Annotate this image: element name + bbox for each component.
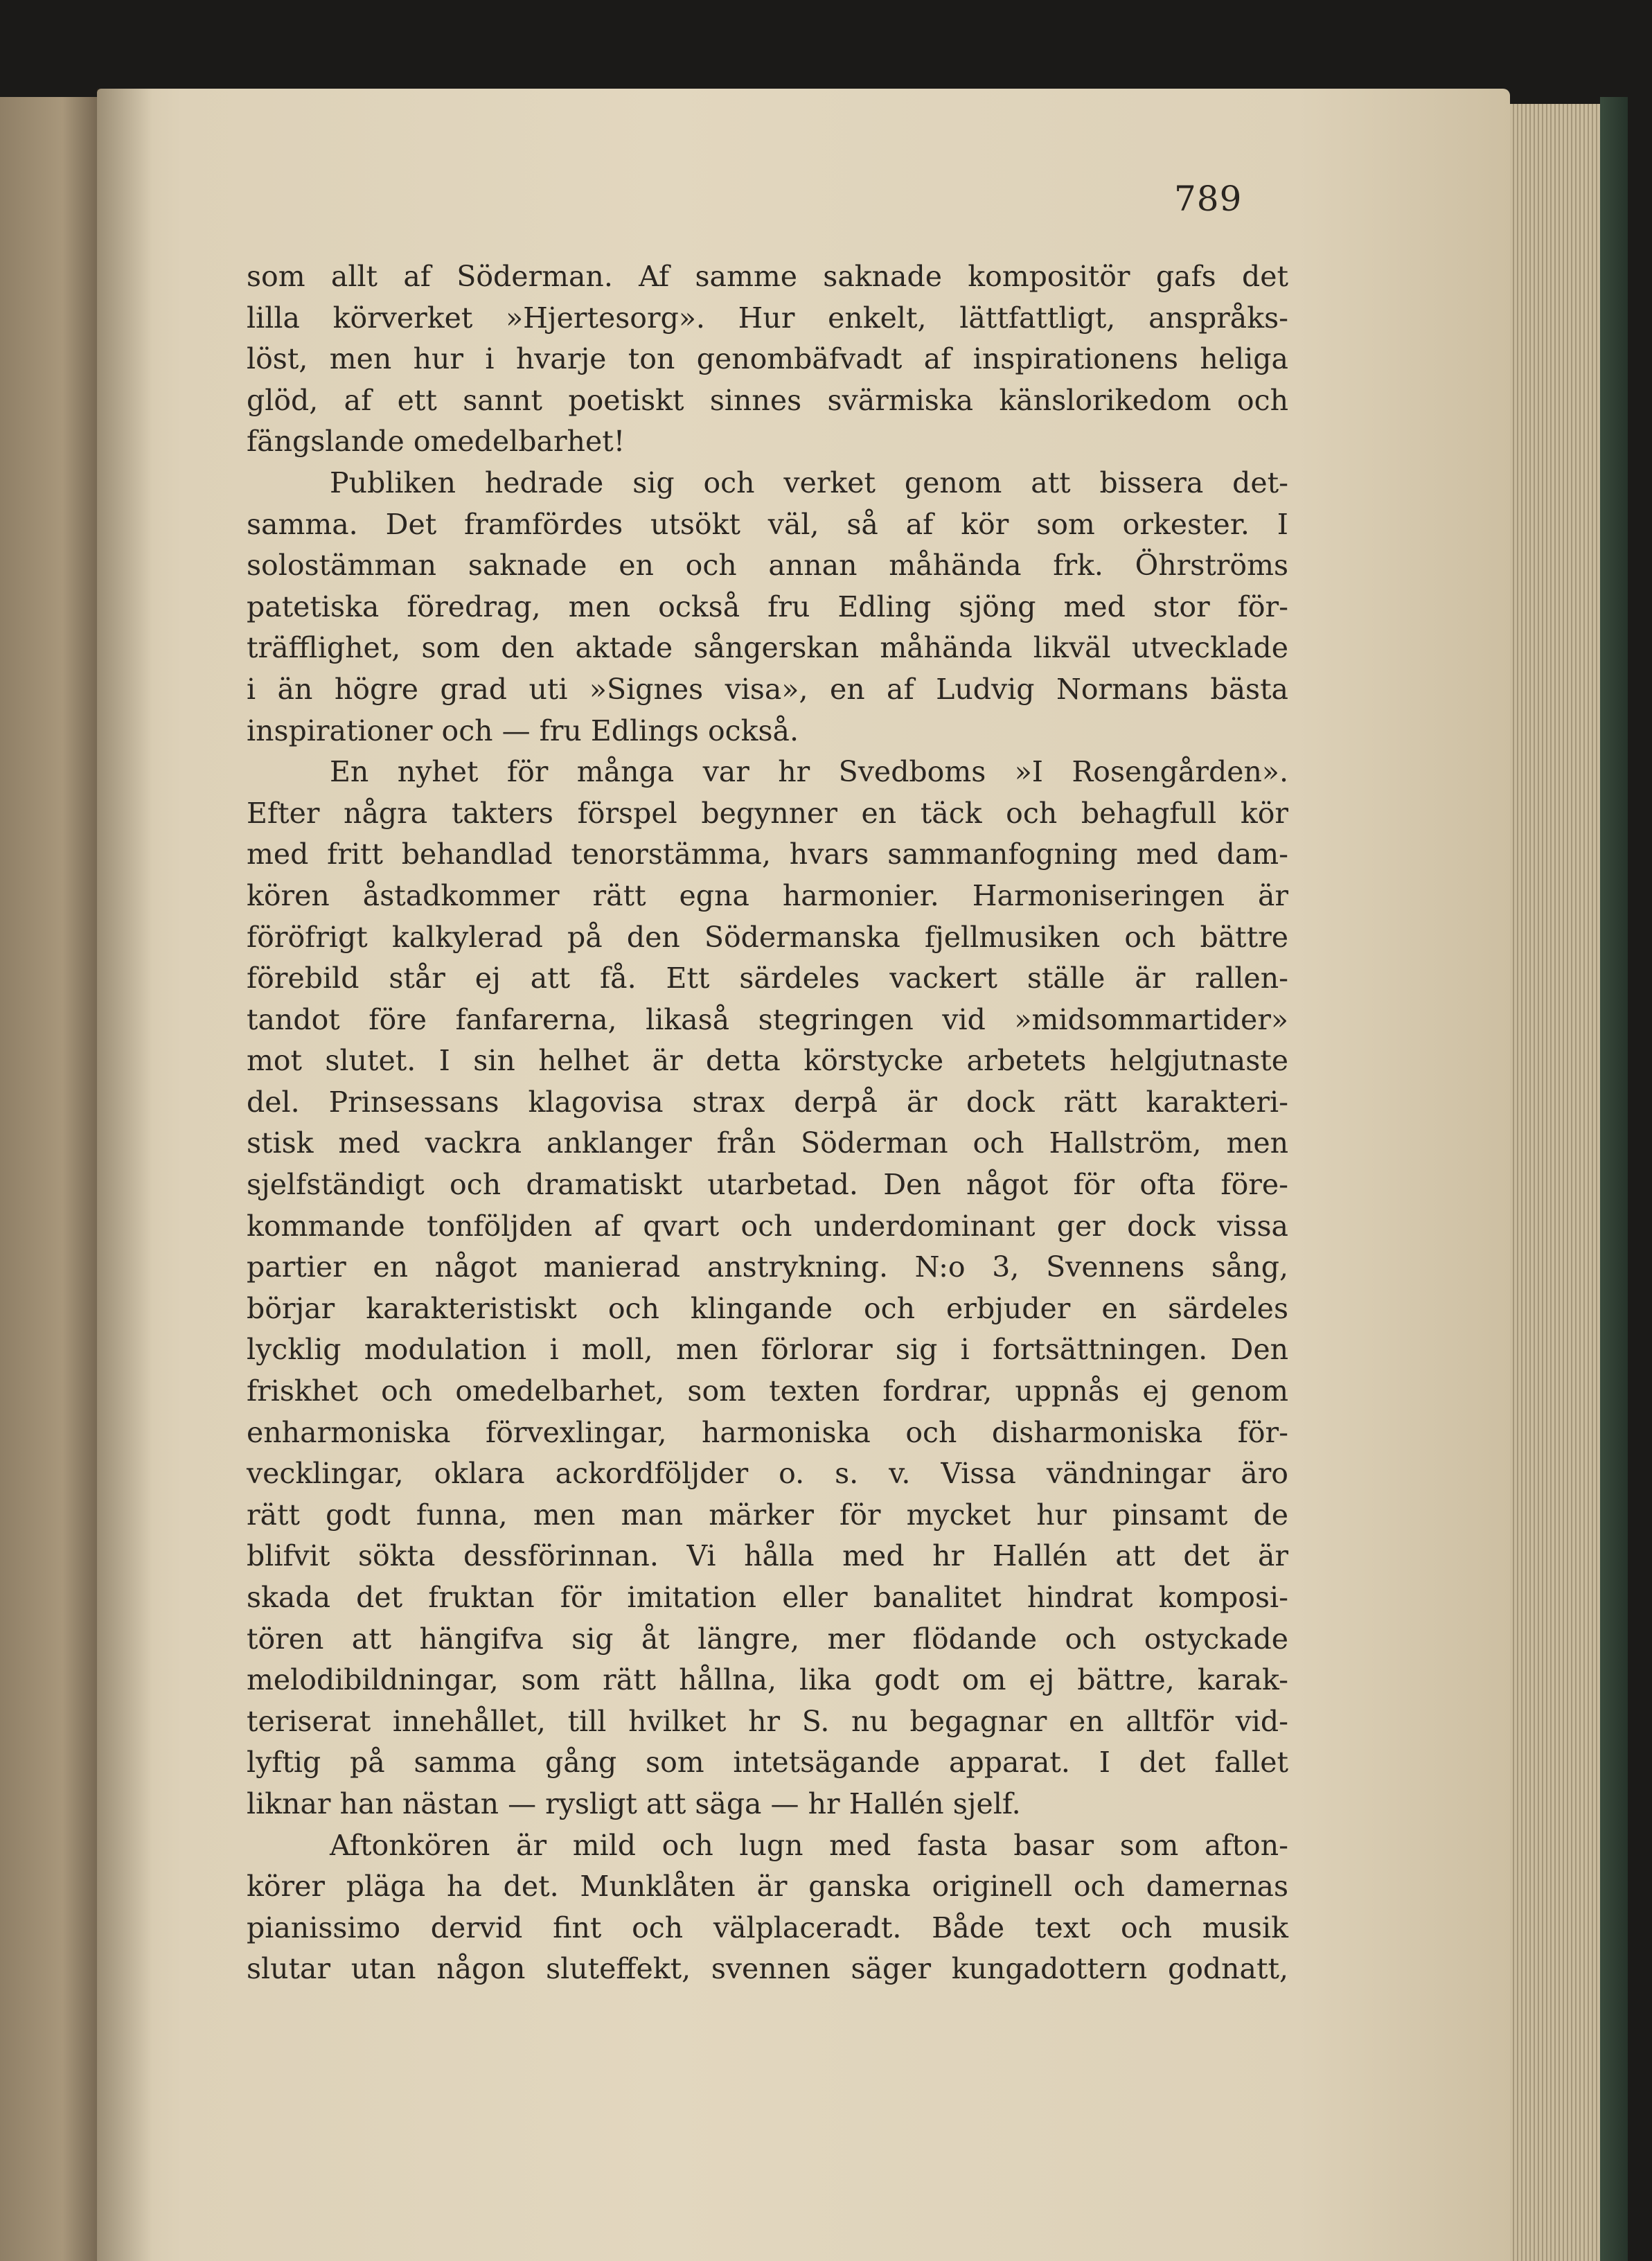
text-line: föröfrigt kalkylerad på den Södermanska fjellmusiken och bättre xyxy=(247,920,1288,954)
text-line: fängslande omedelbarhet! xyxy=(247,425,625,459)
text-line: blifvit sökta dessförinnan. Vi hålla med hr Hallén att det är xyxy=(247,1539,1288,1573)
text-line: teriserat innehållet, till hvilket hr S. nu begagnar en alltför vid- xyxy=(247,1704,1288,1738)
text-line: kören åstadkommer rätt egna harmonier. Harmoniseringen är xyxy=(247,878,1288,912)
text-line: träfflighet, som den aktade sångerskan måhända likväl utvecklade xyxy=(247,631,1288,665)
body-text xyxy=(247,256,1288,1990)
text-line: inspirationer och — fru Edlings också. xyxy=(247,713,799,747)
text-line: i än högre grad uti »Signes visa», en af Ludvig Normans bästa xyxy=(247,672,1288,706)
text-line: En nyhet för många var hr Svedboms »I Rosengården». xyxy=(330,755,1288,789)
text-line: kommande tonföljden af qvart och underdominant ger dock vissa xyxy=(247,1209,1288,1243)
text-line: del. Prinsessans klagovisa strax derpå är dock rätt karakteri- xyxy=(247,1085,1288,1119)
text-line: som allt af Söderman. Af samme saknade kompositör gafs det xyxy=(247,260,1288,293)
gutter-shadow xyxy=(97,89,152,2261)
text-line: enharmoniska förvexlingar, harmoniska och disharmoniska för- xyxy=(247,1415,1288,1449)
text-line: solostämman saknade en och annan måhända frk. Öhrströms xyxy=(247,549,1288,583)
text-line: liknar han nästan — rysligt att säga — hr Hallén sjelf. xyxy=(247,1786,1021,1820)
text-line: skada det fruktan för imitation eller banalitet hindrat komposi- xyxy=(247,1581,1288,1614)
text-line: börjar karakteristiskt och klingande och erbjuder en särdeles xyxy=(247,1291,1288,1325)
text-line: Aftonkören är mild och lugn med fasta basar som afton- xyxy=(330,1828,1288,1862)
text-line: partier en något manierad anstrykning. N:o 3, Svennens sång, xyxy=(247,1250,1288,1284)
facing-page-edge xyxy=(0,97,104,2261)
text-line: slutar utan någon sluteffekt, svennen säger kungadottern godnatt, xyxy=(247,1952,1288,1986)
text-line: förebild står ej att få. Ett särdeles vackert ställe är rallen- xyxy=(247,961,1288,995)
text-line: Efter några takters förspel begynner en täck och behagfull kör xyxy=(247,796,1288,830)
text-line: sjelfständigt och dramatiskt utarbetad. Den något för ofta före- xyxy=(247,1168,1288,1202)
text-line: körer pläga ha det. Munklåten är ganska originell och damernas xyxy=(247,1870,1288,1904)
text-line: med fritt behandlad tenorstämma, hvars sammanfogning med dam- xyxy=(247,837,1288,871)
text-line: Publiken hedrade sig och verket genom att bissera det- xyxy=(330,466,1288,499)
page-number: 789 xyxy=(1174,179,1243,219)
text-line: patetiska föredrag, men också fru Edling sjöng med stor för- xyxy=(247,589,1288,623)
text-line: lycklig modulation i moll, men förlorar sig i fortsättningen. Den xyxy=(247,1333,1288,1367)
book-cover-edge xyxy=(1600,97,1628,2261)
text-line: stisk med vackra anklanger från Söderman och Hallström, men xyxy=(247,1126,1288,1160)
text-line: tandot före fanfarerna, likaså stegringen vid »midsommartider» xyxy=(247,1002,1288,1036)
text-line: mot slutet. I sin helhet är detta körstycke arbetets helgjutnaste xyxy=(247,1044,1288,1078)
text-line: rätt godt funna, men man märker för mycket hur pinsamt de xyxy=(247,1498,1288,1532)
text-line: lilla körverket »Hjertesorg». Hur enkelt, lättfattligt, anspråks- xyxy=(247,301,1288,335)
text-line: pianissimo dervid fint och välplaceradt. Både text och musik xyxy=(247,1910,1288,1944)
text-line: samma. Det framfördes utsökt väl, så af kör som orkester. I xyxy=(247,507,1288,541)
text-line: vecklingar, oklara ackordföljder o. s. v. Vissa vändningar äro xyxy=(247,1457,1288,1491)
text-line: melodibildningar, som rätt hållna, lika godt om ej bättre, karak- xyxy=(247,1663,1288,1697)
text-line: tören att hängifva sig åt längre, mer flödande och ostyckade xyxy=(247,1622,1288,1656)
text-line: lyftig på samma gång som intetsägande apparat. I det fallet xyxy=(247,1746,1288,1780)
text-line: glöd, af ett sannt poetiskt sinnes svärmiska känslorikedom och xyxy=(247,383,1288,417)
text-line: friskhet och omedelbarhet, som texten fordrar, uppnås ej genom xyxy=(247,1374,1288,1408)
stacked-page-edges xyxy=(1510,104,1600,2261)
text-line: löst, men hur i hvarje ton genombäfvadt af inspirationens heliga xyxy=(247,342,1288,376)
